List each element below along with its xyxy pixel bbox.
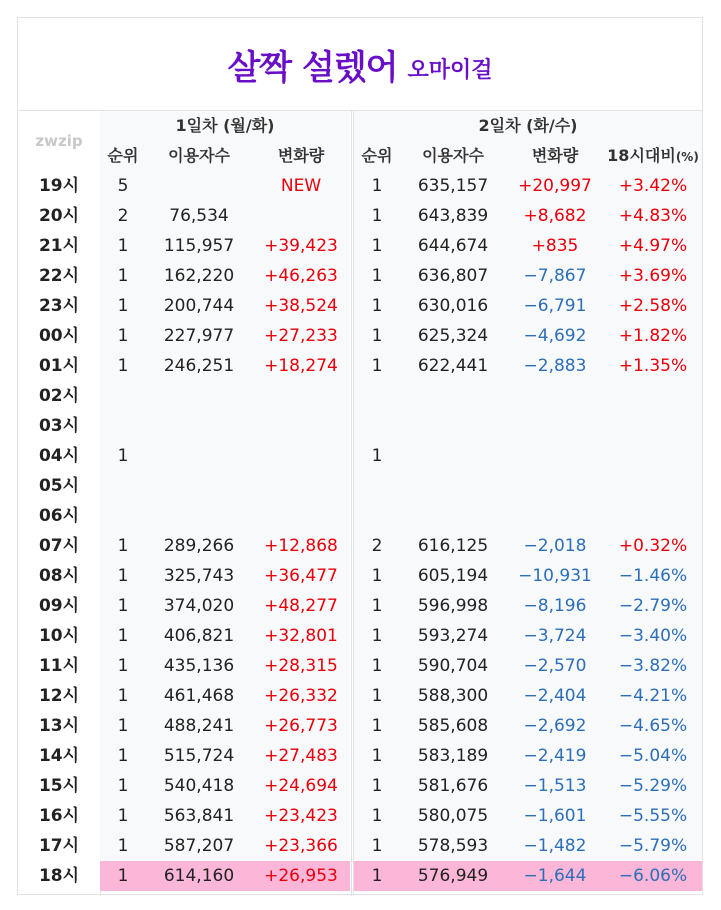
- day2-users-cell: 583,189: [417, 746, 489, 766]
- hour-cell: 13시: [38, 716, 80, 736]
- day2-rank-cell: [354, 471, 400, 501]
- day1-change-cell: +26,773: [264, 716, 338, 736]
- table-row: [18, 171, 702, 201]
- day1-rank-cell: 1: [117, 446, 129, 466]
- day2-change-cell: −7,867: [523, 266, 587, 286]
- day2-change-cell: −4,692: [523, 326, 587, 346]
- day1-rank-cell: 1: [117, 776, 129, 796]
- day2-change-cell: −2,018: [523, 536, 587, 556]
- day1-users-cell: [146, 501, 252, 531]
- day1-change-cell: +12,868: [264, 536, 338, 556]
- day2-users-cell: 630,016: [417, 296, 489, 316]
- day2-change-cell: −1,482: [523, 836, 587, 856]
- table-row: [18, 801, 702, 831]
- day1-rank-cell: 1: [117, 596, 129, 616]
- day1-users-cell: [146, 381, 252, 411]
- table-row: [18, 621, 702, 651]
- day1-users-cell: [146, 171, 252, 201]
- hour-cell: 16시: [38, 806, 80, 826]
- day1-change-cell: +27,233: [264, 326, 338, 346]
- day2-rank-cell: 1: [371, 626, 383, 646]
- day2-vs18-cell: [604, 411, 702, 441]
- day1-users-cell: 461,468: [163, 686, 235, 706]
- day2-rank-cell: 1: [371, 236, 383, 256]
- hour-cell: 21시: [38, 236, 80, 256]
- day1-change-cell: +32,801: [264, 626, 338, 646]
- title-bar: [18, 18, 702, 111]
- day2-rank-cell: 1: [371, 806, 383, 826]
- day1-users-cell: 289,266: [163, 536, 235, 556]
- day1-rank-cell: [100, 471, 146, 501]
- day2-change-cell: −3,724: [523, 626, 587, 646]
- day2-vs18-header: [604, 141, 702, 171]
- day2-change-cell: [506, 501, 604, 531]
- hour-cell: 08시: [38, 566, 80, 586]
- vs18-unit: (%): [675, 150, 699, 164]
- table-row: [18, 591, 702, 621]
- day1-rank-cell: 1: [117, 716, 129, 736]
- day1-change-cell: +18,274: [264, 356, 338, 376]
- hour-cell: 20시: [38, 206, 80, 226]
- day2-users-cell: 622,441: [417, 356, 489, 376]
- day1-rank-cell: 1: [117, 236, 129, 256]
- day1-users-cell: [146, 411, 252, 441]
- day1-change-cell: [252, 441, 350, 471]
- day2-change-cell: −1,513: [523, 776, 587, 796]
- table-row: [18, 831, 702, 861]
- hour-cell: 15시: [38, 776, 80, 796]
- day2-vs18-cell: −5.04%: [618, 746, 688, 766]
- day2-change-cell: −8,196: [523, 596, 587, 616]
- day1-users-cell: 246,251: [163, 356, 235, 376]
- table-row: [18, 261, 702, 291]
- day2-users-cell: 635,157: [417, 176, 489, 196]
- day2-rank-cell: 1: [371, 836, 383, 856]
- day2-rank-cell: 2: [371, 536, 383, 556]
- day2-vs18-cell: +3.69%: [618, 266, 688, 286]
- day2-change-cell: −2,883: [523, 356, 587, 376]
- table-row: [18, 471, 702, 501]
- hour-cell: 23시: [38, 296, 80, 316]
- day2-users-cell: 605,194: [417, 566, 489, 586]
- day2-vs18-cell: +4.83%: [618, 206, 688, 226]
- day2-rank-cell: [354, 411, 400, 441]
- day1-rank-cell: [100, 501, 146, 531]
- day1-users-cell: 115,957: [163, 236, 235, 256]
- hour-cell: 11시: [38, 656, 80, 676]
- day1-change-cell: [252, 471, 350, 501]
- day1-users-cell: 614,160: [163, 866, 235, 886]
- hour-cell: 03시: [38, 416, 80, 436]
- day1-change-cell: +36,477: [264, 566, 338, 586]
- table-row: [18, 411, 702, 441]
- table-row: [18, 711, 702, 741]
- day1-change-cell: +38,524: [264, 296, 338, 316]
- day2-users-cell: [400, 381, 506, 411]
- day2-vs18-cell: +1.82%: [618, 326, 688, 346]
- day1-users-cell: 227,977: [163, 326, 235, 346]
- day1-rank-cell: 1: [117, 566, 129, 586]
- day2-change-cell: [506, 381, 604, 411]
- hour-cell: 10시: [38, 626, 80, 646]
- day2-vs18-cell: [604, 441, 702, 471]
- day2-rank-cell: [354, 381, 400, 411]
- day1-rank-cell: 1: [117, 626, 129, 646]
- day1-users-cell: 325,743: [163, 566, 235, 586]
- day2-users-cell: 643,839: [417, 206, 489, 226]
- day2-rank-cell: 1: [371, 866, 383, 886]
- vs18-label: 18시대비: [607, 146, 676, 165]
- day2-vs18-cell: +4.97%: [618, 236, 688, 256]
- hour-cell: 18시: [38, 866, 80, 886]
- day2-vs18-cell: +0.32%: [618, 536, 688, 556]
- day2-users-cell: 576,949: [417, 866, 489, 886]
- table-row: [18, 771, 702, 801]
- table-row: [18, 531, 702, 561]
- day1-users-cell: 435,136: [163, 656, 235, 676]
- day2-rank-cell: 1: [371, 266, 383, 286]
- day1-users-cell: 540,418: [163, 776, 235, 796]
- day2-users-cell: [400, 411, 506, 441]
- hour-cell: 17시: [38, 836, 80, 856]
- day1-users-cell: [146, 441, 252, 471]
- table-row: [18, 561, 702, 591]
- day1-change-cell: NEW: [280, 176, 322, 196]
- day1-rank-cell: 1: [117, 326, 129, 346]
- day1-header: 1일차 (월/화): [175, 116, 275, 135]
- day1-change-cell: +46,263: [264, 266, 338, 286]
- day1-change-cell: +27,483: [264, 746, 338, 766]
- day2-change-cell: −1,644: [523, 866, 587, 886]
- day2-change-cell: −2,692: [523, 716, 587, 736]
- day1-change-cell: +23,366: [264, 836, 338, 856]
- table-row: [18, 441, 702, 471]
- day1-change-cell: +39,423: [264, 236, 338, 256]
- day1-change-cell: +26,953: [264, 866, 338, 886]
- day1-change-header: 변화량: [277, 146, 325, 165]
- day1-users-cell: 406,821: [163, 626, 235, 646]
- day2-users-cell: 585,608: [417, 716, 489, 736]
- hour-cell: 04시: [38, 446, 80, 466]
- day2-change-cell: −10,931: [518, 566, 592, 586]
- watermark: zwzip: [35, 132, 83, 150]
- day2-rank-cell: 1: [371, 206, 383, 226]
- day2-vs18-cell: +1.35%: [618, 356, 688, 376]
- hour-cell: 19시: [38, 176, 80, 196]
- day2-vs18-cell: [604, 471, 702, 501]
- table-row: [18, 351, 702, 381]
- day2-users-cell: 593,274: [417, 626, 489, 646]
- day2-vs18-cell: −5.79%: [618, 836, 688, 856]
- group-header-row: [18, 111, 702, 141]
- day2-rank-cell: 1: [371, 596, 383, 616]
- day1-rank-cell: [100, 411, 146, 441]
- day2-users-cell: [400, 501, 506, 531]
- day1-rank-cell: 1: [117, 806, 129, 826]
- song-title: 살짝 설렜어: [227, 47, 398, 88]
- day1-rank-cell: 1: [117, 266, 129, 286]
- day2-rank-cell: 1: [371, 356, 383, 376]
- table-row: [18, 291, 702, 321]
- table-row: [18, 681, 702, 711]
- day1-change-cell: +23,423: [264, 806, 338, 826]
- day2-rank-cell: 1: [371, 296, 383, 316]
- day2-users-cell: 588,300: [417, 686, 489, 706]
- day1-users-cell: 76,534: [169, 206, 229, 226]
- day2-change-cell: −2,404: [523, 686, 587, 706]
- day1-rank-cell: 1: [117, 356, 129, 376]
- day2-header: 2일차 (화/수): [478, 116, 578, 135]
- hour-cell: 09시: [38, 596, 80, 616]
- day1-rank-cell: 1: [117, 746, 129, 766]
- day2-rank-cell: 1: [371, 746, 383, 766]
- day2-rank-cell: 1: [371, 176, 383, 196]
- day1-users-cell: 587,207: [163, 836, 235, 856]
- hour-cell: 06시: [38, 506, 80, 526]
- day2-users-cell: [400, 471, 506, 501]
- artist-name: 오마이걸: [407, 57, 493, 83]
- table-row: [18, 741, 702, 771]
- day1-users-header: 이용자수: [168, 146, 230, 165]
- day2-vs18-cell: +3.42%: [618, 176, 688, 196]
- hour-cell: 07시: [38, 536, 80, 556]
- day2-change-header: 변화량: [531, 146, 579, 165]
- day1-change-cell: +28,315: [264, 656, 338, 676]
- table-row: [18, 381, 702, 411]
- table-row: [18, 651, 702, 681]
- table-row: [18, 861, 702, 891]
- day2-vs18-cell: −4.21%: [618, 686, 688, 706]
- table-row: [18, 201, 702, 231]
- day2-rank-cell: 1: [371, 686, 383, 706]
- day2-users-cell: 625,324: [417, 326, 489, 346]
- day2-change-cell: +8,682: [523, 206, 587, 226]
- day2-vs18-cell: [604, 381, 702, 411]
- day2-change-cell: [506, 471, 604, 501]
- table-body: [18, 171, 702, 891]
- day1-rank-header: 순위: [107, 146, 139, 165]
- day2-vs18-cell: −2.79%: [618, 596, 688, 616]
- day2-users-header: 이용자수: [422, 146, 484, 165]
- day2-users-cell: 644,674: [417, 236, 489, 256]
- day2-rank-cell: 1: [371, 326, 383, 346]
- day1-users-cell: 563,841: [163, 806, 235, 826]
- day1-change-cell: +48,277: [264, 596, 338, 616]
- day1-change-cell: [252, 411, 350, 441]
- day1-users-cell: [146, 471, 252, 501]
- day1-users-cell: 374,020: [163, 596, 235, 616]
- day2-change-cell: [506, 441, 604, 471]
- day1-change-cell: +24,694: [264, 776, 338, 796]
- day1-rank-cell: 1: [117, 656, 129, 676]
- day2-change-cell: +835: [531, 236, 579, 256]
- table-row: [18, 321, 702, 351]
- day1-change-cell: [252, 381, 350, 411]
- day2-rank-cell: 1: [371, 716, 383, 736]
- day2-change-cell: −2,570: [523, 656, 587, 676]
- day1-users-cell: 515,724: [163, 746, 235, 766]
- day2-users-cell: 581,676: [417, 776, 489, 796]
- day2-vs18-cell: −3.40%: [618, 626, 688, 646]
- day2-vs18-cell: −1.46%: [618, 566, 688, 586]
- day2-vs18-cell: [604, 501, 702, 531]
- day1-rank-cell: 1: [117, 536, 129, 556]
- day2-change-cell: −2,419: [523, 746, 587, 766]
- day1-rank-cell: [100, 381, 146, 411]
- day1-rank-cell: 1: [117, 686, 129, 706]
- hour-cell: 05시: [38, 476, 80, 496]
- day2-vs18-cell: −6.06%: [618, 866, 688, 886]
- day1-change-cell: +26,332: [264, 686, 338, 706]
- table-row: [18, 501, 702, 531]
- day2-vs18-cell: +2.58%: [618, 296, 688, 316]
- day2-users-cell: 636,807: [417, 266, 489, 286]
- day2-rank-cell: [354, 501, 400, 531]
- day2-users-cell: [400, 441, 506, 471]
- day1-users-cell: 200,744: [163, 296, 235, 316]
- day2-users-cell: 596,998: [417, 596, 489, 616]
- day2-change-cell: −1,601: [523, 806, 587, 826]
- hour-cell: 02시: [38, 386, 80, 406]
- day2-users-cell: 616,125: [417, 536, 489, 556]
- day2-change-cell: +20,997: [518, 176, 592, 196]
- hour-cell: 01시: [38, 356, 80, 376]
- day1-rank-cell: 5: [117, 176, 129, 196]
- day1-change-cell: [252, 501, 350, 531]
- hour-cell: 12시: [38, 686, 80, 706]
- day1-users-cell: 488,241: [163, 716, 235, 736]
- day2-change-cell: [506, 411, 604, 441]
- table-row: [18, 231, 702, 261]
- hour-cell: 14시: [38, 746, 80, 766]
- day2-vs18-cell: −4.65%: [618, 716, 688, 736]
- day2-rank-cell: 1: [371, 566, 383, 586]
- day2-users-cell: 590,704: [417, 656, 489, 676]
- ranking-table: [18, 111, 702, 891]
- hour-cell: 22시: [38, 266, 80, 286]
- day2-vs18-cell: −5.55%: [618, 806, 688, 826]
- day2-rank-cell: 1: [371, 776, 383, 796]
- day1-rank-cell: 2: [117, 206, 129, 226]
- day1-users-cell: 162,220: [163, 266, 235, 286]
- day2-rank-cell: 1: [371, 446, 383, 466]
- chart-frame: [17, 17, 703, 895]
- day2-change-cell: −6,791: [523, 296, 587, 316]
- day1-change-cell: [252, 201, 350, 231]
- day2-vs18-cell: −5.29%: [618, 776, 688, 796]
- day1-rank-cell: 1: [117, 296, 129, 316]
- column-header-row: [18, 141, 702, 171]
- day1-rank-cell: 1: [117, 866, 129, 886]
- day1-rank-cell: 1: [117, 836, 129, 856]
- day2-users-cell: 580,075: [417, 806, 489, 826]
- day2-rank-header: 순위: [361, 146, 393, 165]
- hour-cell: 00시: [38, 326, 80, 346]
- day2-vs18-cell: −3.82%: [618, 656, 688, 676]
- day2-rank-cell: 1: [371, 656, 383, 676]
- day2-users-cell: 578,593: [417, 836, 489, 856]
